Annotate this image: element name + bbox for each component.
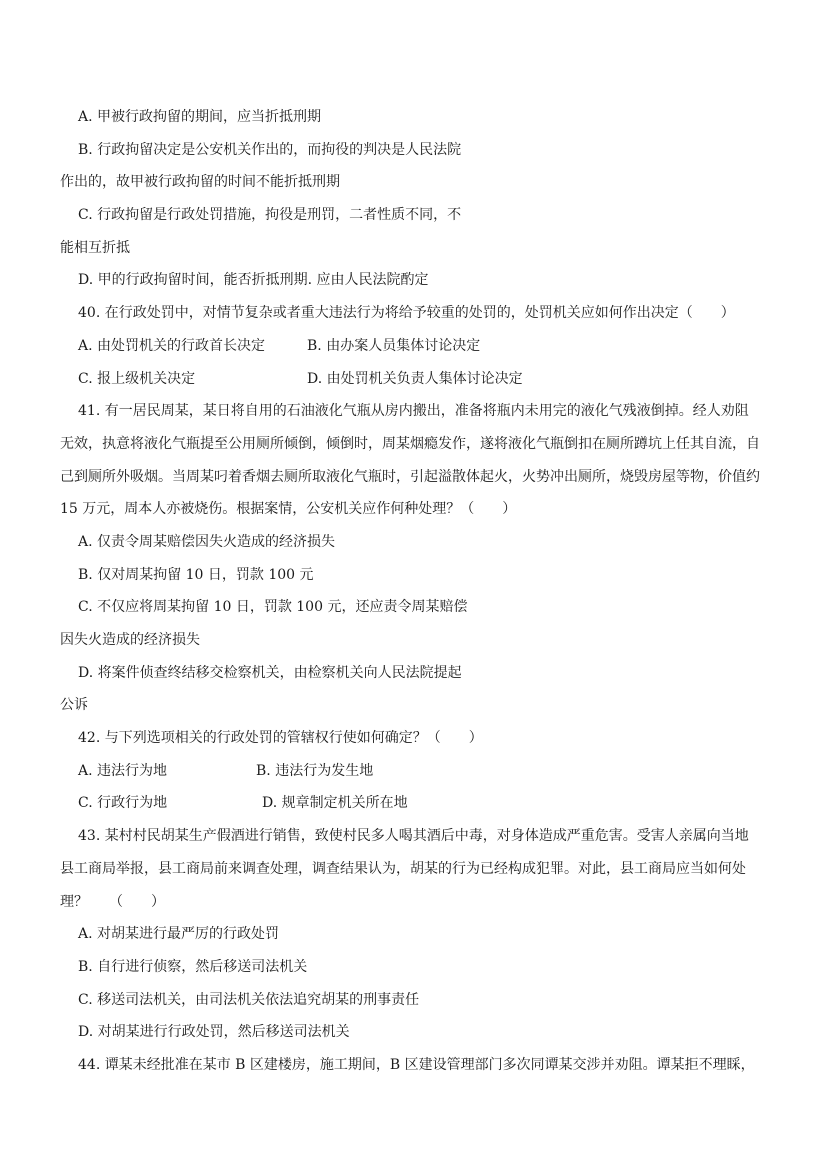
q39-option-b-cont: 作出的，故甲被行政拘留的时间不能折抵刑期	[60, 174, 340, 191]
q43-option-d: D. 对胡某进行行政处罚，然后移送司法机关	[78, 1024, 350, 1041]
q40-stem: 40. 在行政处罚中，对情节复杂或者重大违法行为将给予较重的处罚的，处罚机关应如何作出决定（ ）	[78, 305, 735, 322]
q39-option-c-cont: 能相互折抵	[60, 239, 130, 256]
q41-stem-line1: 41. 有一居民周某，某日将自用的石油液化气瓶从房内搬出，准备将瓶内未用完的液化气残液倒掉。经人劝阻	[78, 403, 749, 420]
q40-option-c: C. 报上级机关决定	[78, 370, 196, 387]
q40-options-row1	[0, 332, 830, 365]
document-page	[0, 103, 830, 1084]
q42-option-d: D. 规章制定机关所在地	[262, 795, 408, 812]
q44-stem-line1: 44. 谭某未经批准在某市 B 区建楼房，施工期间，B 区建设管理部门多次同谭某交涉并劝阻。谭某拒不理睬，	[78, 1056, 755, 1073]
q42-options-row2	[0, 789, 830, 822]
q42-option-c: C. 行政行为地	[78, 795, 168, 812]
q43-stem-line3: 理？ （ ）	[60, 893, 165, 910]
q40-option-d: D. 由处罚机关负责人集体讨论决定	[307, 370, 523, 387]
q41-stem-line4: 15 万元，周本人亦被烧伤。根据案情，公安机关应作何种处理？（ ）	[60, 501, 517, 518]
q42-option-a: A. 违法行为地	[78, 762, 168, 779]
q43-option-c: C. 移送司法机关，由司法机关依法追究胡某的刑事责任	[78, 991, 420, 1008]
q39-option-d: D. 甲的行政拘留时间，能否折抵刑期. 应由人民法院酌定	[78, 272, 429, 289]
q40-option-b: B. 由办案人员集体讨论决定	[307, 337, 481, 354]
q41-stem-line3: 己到厕所外吸烟。当周某叼着香烟去厕所取液化气瓶时，引起溢散体起火，火势冲出厕所，烧毁房屋等物，价值约	[60, 468, 760, 485]
q43-stem-line1: 43. 某村村民胡某生产假酒进行销售，致使村民多人喝其酒后中毒，对身体造成严重危害。受害人亲属向当地	[78, 828, 749, 845]
q39-option-b: B. 行政拘留决定是公安机关作出的，而拘役的判决是人民法院	[78, 141, 462, 158]
q39-option-a: A. 甲被行政拘留的期间，应当折抵刑期	[78, 109, 322, 125]
q43-option-a: A. 对胡某进行最严厉的行政处罚	[78, 926, 280, 943]
q40-option-a: A. 由处罚机关的行政首长决定	[78, 337, 266, 354]
q41-stem-line2: 无效，执意将液化气瓶提至公用厕所倾倒，倾倒时，周某烟瘾发作，遂将液化气瓶倒扣在厕所蹲坑上任其自流，自	[60, 435, 760, 452]
q43-option-b: B. 自行进行侦察，然后移送司法机关	[78, 958, 308, 975]
q41-option-d: D. 将案件侦查终结移交检察机关，由检察机关向人民法院提起	[78, 664, 462, 681]
q42-option-b: B. 违法行为发生地	[256, 762, 374, 779]
q41-option-a: A. 仅责令周某赔偿因失火造成的经济损失	[78, 533, 336, 550]
q41-option-b: B. 仅对周某拘留 10 日，罚款 100 元	[78, 566, 314, 583]
q41-option-d-cont: 公诉	[60, 697, 88, 714]
q42-options-row1	[0, 757, 830, 790]
q41-option-c: C. 不仅应将周某拘留 10 日，罚款 100 元，还应责令周某赔偿	[78, 599, 468, 616]
q39-option-c: C. 行政拘留是行政处罚措施，拘役是刑罚，二者性质不同，不	[78, 207, 462, 224]
q41-option-c-cont: 因失火造成的经济损失	[60, 632, 200, 648]
q42-stem: 42. 与下列选项相关的行政处罚的管辖权行使如何确定？（ ）	[78, 730, 483, 747]
q43-stem-line2: 县工商局举报，县工商局前来调查处理，调查结果认为，胡某的行为已经构成犯罪。对此，县工商局应当如何处	[60, 860, 746, 877]
q40-options-row2	[0, 365, 830, 398]
